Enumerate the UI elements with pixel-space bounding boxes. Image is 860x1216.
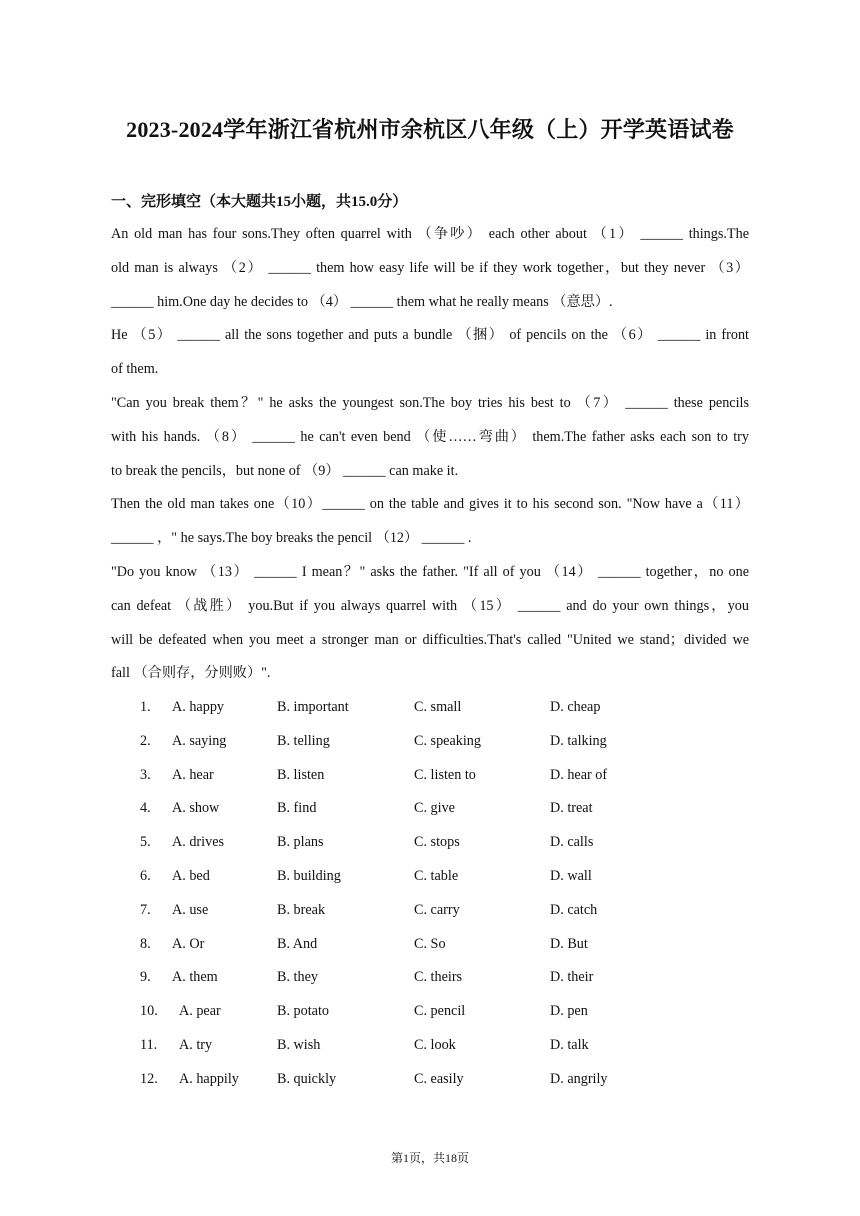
option-a: A. pear [179,1003,221,1020]
question-number: 6. [140,867,151,884]
option-c: C. theirs [414,969,463,986]
option-b: B. potato [277,1003,330,1020]
option-c: C. pencil [414,1003,466,1020]
question-number: 12. [140,1070,158,1087]
option-row [111,792,751,826]
page-footer: 第1页，共18页 [390,1151,469,1165]
option-a: A. happily [179,1070,239,1087]
option-row [111,894,751,928]
passage-line: An old man has four sons.They often quarrel with （争吵） each other about （1） ______ things.The [111,226,749,242]
option-c: C. carry [414,901,460,918]
option-a: A. hear [172,766,214,783]
option-a: A. try [179,1036,213,1053]
option-b: B. break [277,901,326,918]
option-d: D. catch [550,901,598,918]
option-b: B. they [277,969,318,986]
passage-line: with his hands. （8） ______ he can't even bend （使……弯曲） them.The father asks each son to try [111,428,749,445]
option-row [111,691,751,725]
option-row [111,928,751,962]
question-number: 4. [140,800,151,817]
passage-line: fall （合则存，分则败）". [111,665,271,682]
option-b: B. telling [277,732,330,749]
option-c: C. small [414,699,462,715]
option-c: C. look [414,1036,456,1053]
answer-options [111,691,751,1097]
option-row [111,995,751,1029]
passage-line: ______ ，" he says.The boy breaks the pencil （12） ______ . [111,530,472,547]
passage-line: can defeat （战胜） you.But if you always quarrel with （15） ______ and do your own things，you [111,597,749,614]
option-b: B. And [277,935,318,952]
option-b: B. plans [277,834,324,851]
option-row [111,759,751,793]
option-c: C. easily [414,1070,464,1087]
question-number: 3. [140,766,151,783]
option-d: D. cheap [550,699,601,715]
passage-line: will be defeated when you meet a stronger man or difficulties.That's called "United we stand；divided we [111,631,749,648]
option-b: B. important [277,699,349,715]
option-d: D. hear of [550,766,608,783]
option-d: D. calls [550,834,594,851]
option-c: C. So [414,935,446,952]
option-b: B. find [277,800,317,817]
option-a: A. drives [172,834,225,851]
option-a: A. use [172,901,209,918]
passage-line: "Can you break them？" he asks the youngest son.The boy tries his best to （7） ______ these pencils [111,394,750,411]
question-number: 10. [140,1003,158,1020]
option-a: A. them [172,969,218,986]
option-d: D. pen [550,1003,588,1020]
option-b: B. quickly [277,1070,337,1087]
passage-line: He （5） ______ all the sons together and puts a bundle （捆） of pencils on the （6） ______ in front [111,327,749,344]
option-c: C. speaking [414,732,481,749]
passage-line: Then the old man takes one（10）______ on the table and gives it to his second son. "Now have a（11） [111,496,749,513]
passage-line: to break the pencils，but none of （9） ______ can make it. [111,462,459,479]
passage-line: "Do you know （13） ______ I mean？" asks the father. "If all of you （14） ______ together，no one [111,563,749,580]
option-c: C. give [414,800,455,817]
question-number: 8. [140,935,151,952]
question-number: 5. [140,834,151,851]
option-b: B. building [277,867,341,884]
option-b: B. wish [277,1036,321,1053]
option-row [111,725,751,759]
option-row [111,826,751,860]
option-d: D. talk [550,1036,589,1053]
option-d: D. treat [550,800,593,817]
option-d: D. angrily [550,1070,608,1087]
question-number: 11. [140,1036,158,1053]
page-title: 2023-2024学年浙江省杭州市余杭区八年级（上）开学英语试卷 [126,117,734,142]
passage-line: old man is always （2） ______ them how easy life will be if they work together，but they never （3） [111,259,749,276]
option-row [111,1063,751,1097]
option-c: C. listen to [414,766,476,783]
cloze-passage [111,218,749,691]
option-a: A. saying [172,732,227,749]
option-row [111,961,751,995]
option-row [111,1029,751,1063]
question-number: 9. [140,969,151,986]
question-number: 1. [140,699,151,715]
question-number: 7. [140,901,151,918]
option-a: A. show [172,800,220,817]
option-d: D. talking [550,732,607,749]
section-heading: 一、完形填空（本大题共15小题，共15.0分） [111,194,408,210]
passage-line: of them. [111,361,159,378]
option-d: D. their [550,969,594,986]
passage-line: ______ him.One day he decides to （4） ______ them what he really means （意思）. [111,293,613,310]
option-c: C. stops [414,834,460,851]
question-number: 2. [140,732,151,749]
option-d: D. But [550,935,588,952]
option-d: D. wall [550,867,592,884]
option-b: B. listen [277,766,325,783]
option-a: A. happy [172,699,225,715]
option-a: A. Or [172,935,205,952]
option-a: A. bed [172,867,210,884]
option-row [111,860,751,894]
option-c: C. table [414,867,459,884]
